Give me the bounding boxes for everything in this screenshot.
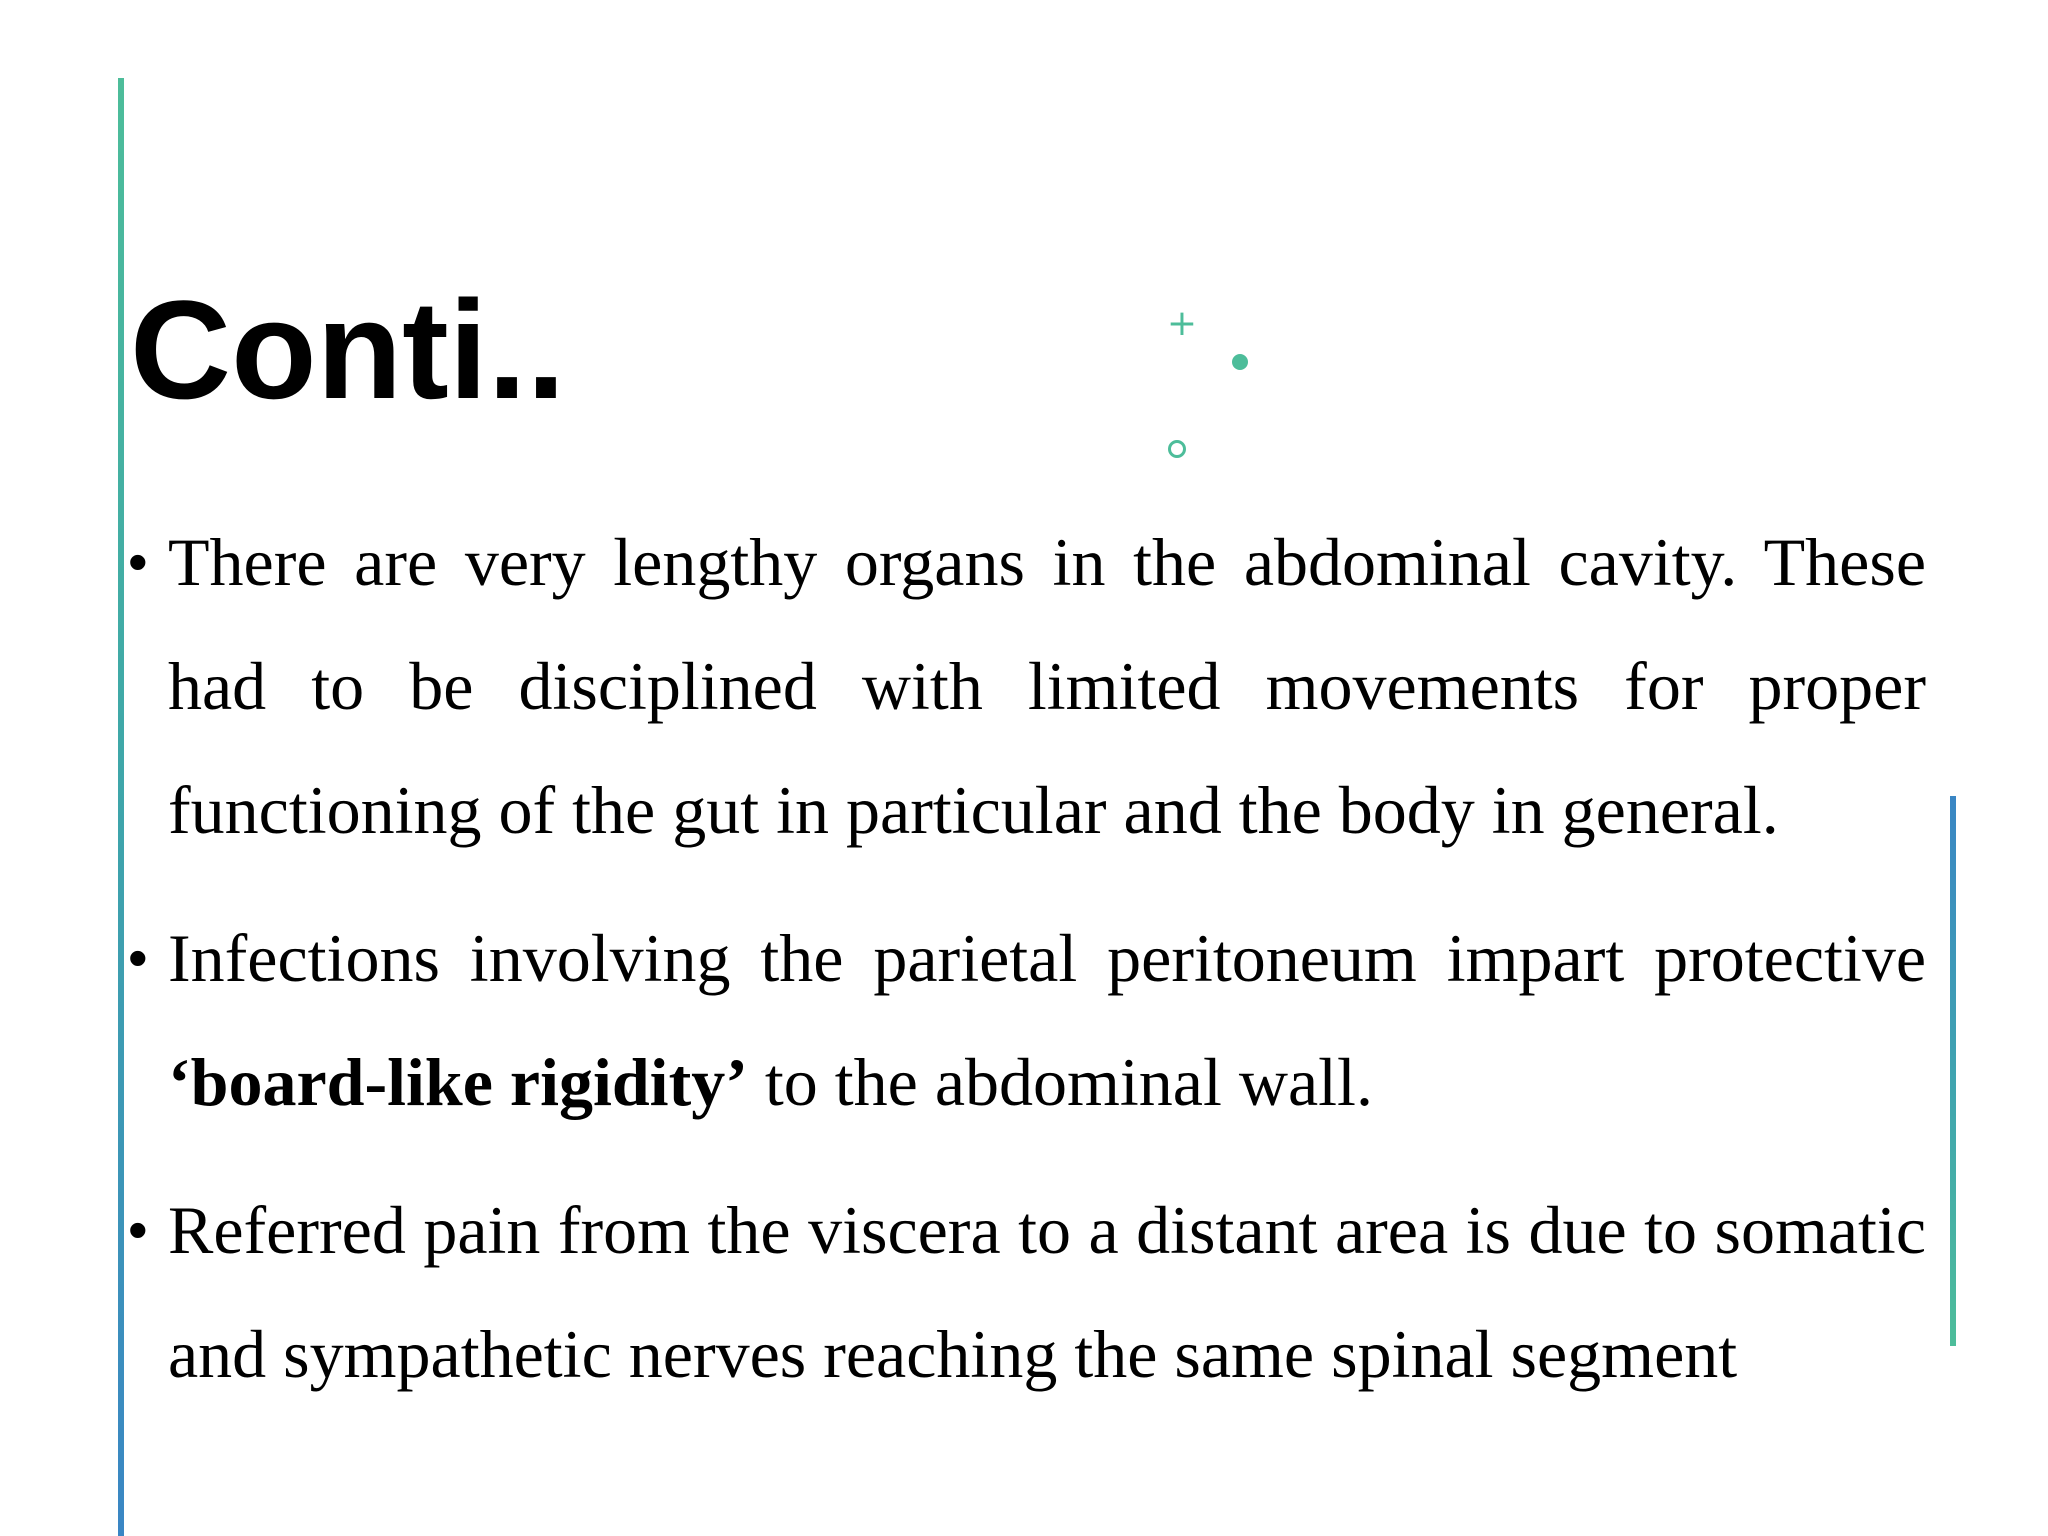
bullet-list [128, 500, 1926, 1440]
bullet-icon: • [128, 530, 148, 593]
right-accent-rule [1950, 796, 1956, 1346]
dot-icon [1232, 354, 1248, 370]
bullet-text: Referred pain from the viscera to a distant area is due to somatic and sympathetic nerves reaching the same spinal segment [168, 1192, 1926, 1392]
ring-icon [1168, 440, 1186, 458]
bullet-item-referred-pain [128, 1168, 1926, 1416]
bullet-text-lead: Infections involving the parietal peritoneum impart protective [168, 920, 1926, 996]
plus-icon: + [1166, 303, 1198, 344]
bullet-text: There are very lengthy organs in the abdominal cavity. These had to be disciplined with limited movements for proper functioning of the gut in particular and the body in general. [168, 524, 1926, 848]
bullet-text-emphasis: ‘board-like rigidity’ [168, 1044, 748, 1120]
bullet-text-tail: to the abdominal wall. [747, 1044, 1373, 1120]
bullet-icon: • [128, 1198, 148, 1261]
bullet-item-lengthy-organs [128, 500, 1926, 872]
bullet-icon: • [128, 926, 148, 989]
bullet-item-infections [128, 896, 1926, 1144]
left-accent-rule [118, 78, 124, 1536]
slide-title: Conti.. [130, 271, 566, 428]
